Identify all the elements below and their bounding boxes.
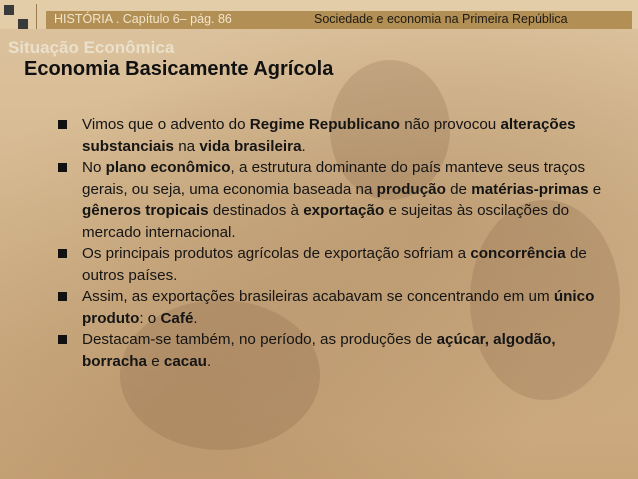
bullet-text: .	[206, 352, 212, 370]
bullet-text: .	[301, 137, 306, 155]
bullet-item	[58, 243, 618, 286]
bullet-text-bold: Regime Republicano	[249, 116, 400, 133]
bullet-text: e sujeitas às oscilações do mercado internacional.	[82, 202, 570, 241]
bullet-text: : o	[139, 309, 161, 327]
bullet-text: Vimos que o advento do	[82, 116, 250, 133]
bullet-text: e	[147, 352, 164, 370]
bullet-text: e	[588, 180, 602, 198]
section-label: Situação Econômica	[8, 38, 175, 57]
square-icon	[18, 19, 28, 29]
header-topic: Sociedade e economia na Primeira República	[314, 12, 568, 26]
bullet-text: de outros países.	[82, 245, 587, 284]
bullet-text: não provocou	[399, 116, 501, 133]
bullet-text: .	[193, 309, 198, 327]
bullet-text-bold: exportação	[303, 202, 385, 219]
bullet-text-bold: plano econômico	[105, 159, 231, 176]
bullet-item	[58, 329, 618, 372]
bullet-text-bold: matérias-primas	[471, 180, 589, 198]
header-chapter-ref: HISTÓRIA . Capítulo 6– pág. 86	[54, 12, 232, 26]
bullet-text: na	[174, 137, 200, 155]
bullet-text-bold: vida brasileira	[199, 137, 302, 155]
bullet-text-bold: concorrência	[470, 245, 566, 262]
slide-title: Economia Basicamente Agrícola	[24, 58, 334, 80]
bullet-text-bold: Café	[160, 309, 194, 327]
bullet-text-bold: alterações substanciais	[82, 116, 576, 155]
header-divider	[36, 4, 37, 29]
bullet-text-bold: gêneros tropicais	[82, 202, 209, 219]
bullet-text-bold: único produto	[82, 288, 595, 327]
bullet-list	[58, 114, 618, 372]
bullet-text: de	[445, 180, 472, 198]
bullet-text: , a estrutura dominante do país manteve seus traços gerais, ou seja, uma economia baseada na	[82, 159, 586, 198]
bullet-item	[58, 286, 618, 329]
bullet-text-bold: cacau	[163, 352, 207, 370]
bullet-text: Destacam-se também, no período, as produções de	[82, 331, 437, 348]
bullet-text-bold: açúcar,	[436, 331, 489, 348]
bullet-text: Assim, as exportações brasileiras acabavam se concentrando em um	[82, 288, 554, 305]
bullet-text: destinados à	[208, 202, 304, 219]
bullet-item	[58, 157, 618, 243]
bullet-text-bold: produção	[376, 180, 446, 198]
bullet-text-bold: algodão, borracha	[82, 331, 556, 370]
bullet-text: Os principais produtos agrícolas de exportação sofriam a	[82, 245, 471, 262]
square-icon	[4, 5, 14, 15]
bullet-text: No	[82, 159, 106, 176]
bullet-item	[58, 114, 618, 157]
